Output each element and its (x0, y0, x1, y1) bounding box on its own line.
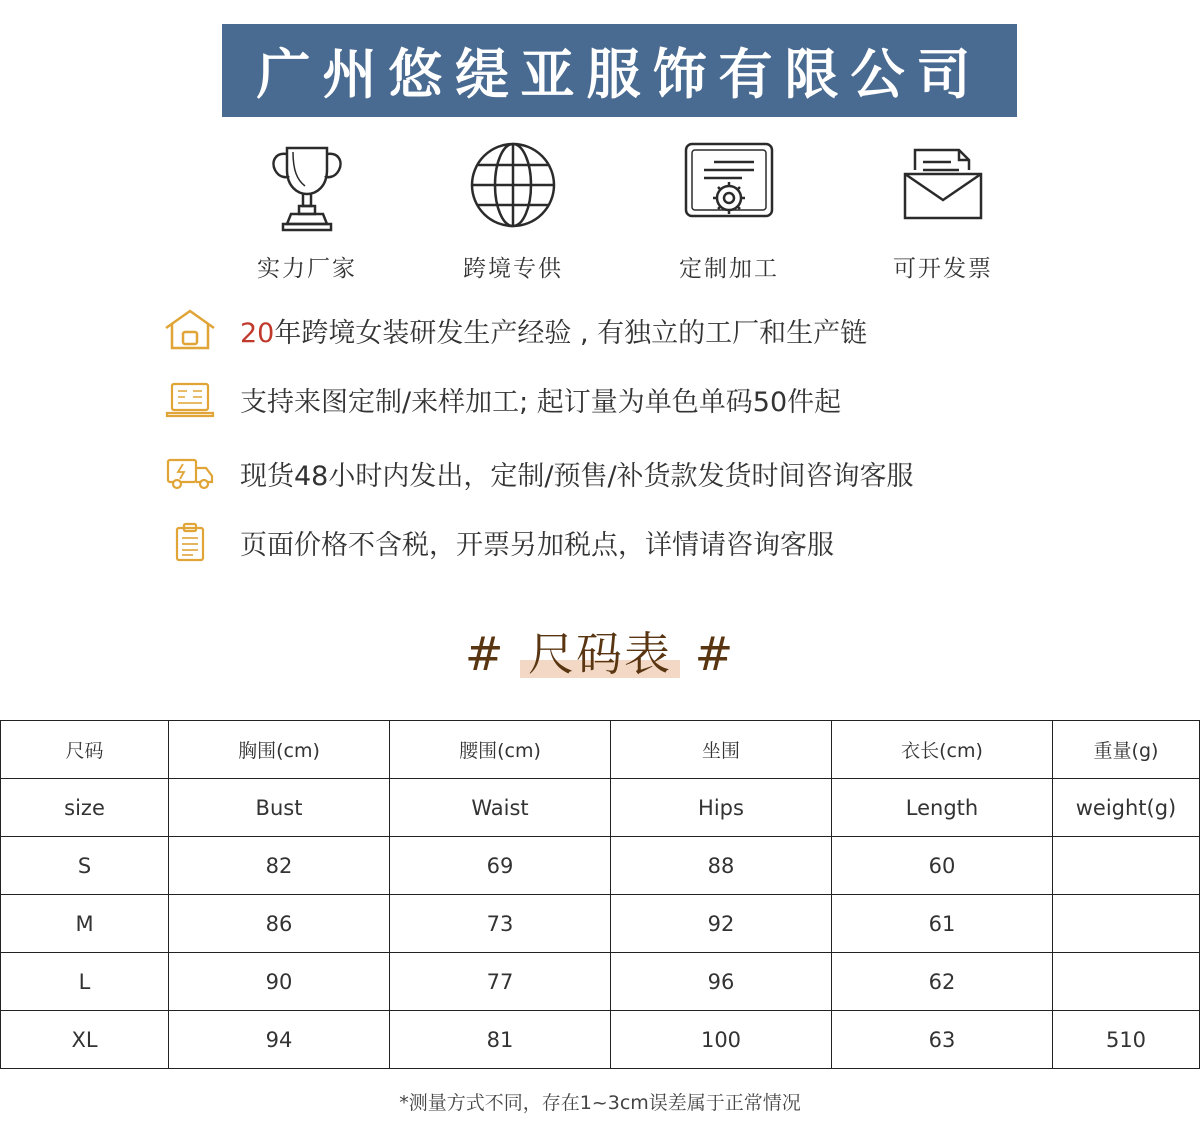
feature-label: 定制加工 (679, 256, 779, 282)
table-row (1, 895, 1200, 953)
trophy-icon (267, 140, 347, 236)
delivery-truck-icon (165, 456, 215, 492)
table-cell: 73 (390, 895, 611, 953)
title-hash-right: # (694, 627, 736, 681)
measurement-note: *测量方式不同，存在1~3cm误差属于正常情况 (399, 1092, 801, 1114)
table-cell: 90 (169, 953, 390, 1011)
table-cell: S (1, 837, 169, 895)
size-table (0, 720, 1200, 1069)
table-cell: 77 (390, 953, 611, 1011)
size-chart-heading: 尺码表 (522, 618, 678, 684)
table-cell (1053, 895, 1200, 953)
header-cell: 腰围(cm) (390, 721, 611, 779)
table-cell: 63 (832, 1011, 1053, 1069)
table-row (1, 953, 1200, 1011)
header-cell: 尺码 (1, 721, 169, 779)
globe-icon (468, 140, 558, 230)
header-cell: 坐围 (611, 721, 832, 779)
table-row (1, 837, 1200, 895)
years-highlight: 20 (240, 317, 275, 349)
header-cell: Waist (390, 779, 611, 837)
feature-factory (222, 140, 392, 283)
table-cell: XL (1, 1011, 169, 1069)
table-cell: 100 (611, 1011, 832, 1069)
bullet-text: 支持来图定制/来样加工; 起订量为单色单码50件起 (240, 387, 842, 418)
table-cell: 88 (611, 837, 832, 895)
table-cell: 60 (832, 837, 1053, 895)
list-item (160, 380, 841, 419)
table-cell: 61 (832, 895, 1053, 953)
table-row (1, 1011, 1200, 1069)
table-cell: 92 (611, 895, 832, 953)
header-cell: 衣长(cm) (832, 721, 1053, 779)
table-cell: 82 (169, 837, 390, 895)
table-cell: 81 (390, 1011, 611, 1069)
header-cell: Bust (169, 779, 390, 837)
list-item (160, 308, 867, 352)
header-row-en (1, 779, 1200, 837)
feature-label: 实力厂家 (257, 256, 357, 282)
table-cell: 62 (832, 953, 1053, 1011)
table-cell: 96 (611, 953, 832, 1011)
company-banner (222, 24, 1017, 117)
laptop-icon (165, 381, 215, 419)
size-chart-title (0, 618, 1200, 684)
header-cell: weight(g) (1053, 779, 1200, 837)
clipboard-icon (173, 522, 207, 562)
header-row-cn (1, 721, 1200, 779)
table-cell: M (1, 895, 169, 953)
list-item (160, 522, 834, 562)
feature-crossborder (428, 140, 598, 283)
bullet-text: 现货48小时内发出，定制/预售/补货款发货时间咨询客服 (240, 461, 914, 492)
table-cell: 86 (169, 895, 390, 953)
table-cell: 94 (169, 1011, 390, 1069)
table-cell (1053, 953, 1200, 1011)
header-cell: 胸围(cm) (169, 721, 390, 779)
header-cell: Length (832, 779, 1053, 837)
bullet-text: 年跨境女装研发生产经验 , 有独立的工厂和生产链 (274, 317, 868, 349)
table-cell (1053, 837, 1200, 895)
table-cell: 69 (390, 837, 611, 895)
table-cell: L (1, 953, 169, 1011)
header-cell: 重量(g) (1053, 721, 1200, 779)
feature-invoice (858, 140, 1028, 283)
bullet-text: 页面价格不含税，开票另加税点，详情请咨询客服 (240, 529, 834, 561)
feature-custom (644, 140, 814, 283)
list-item (160, 454, 914, 493)
feature-label: 跨境专供 (463, 256, 563, 282)
header-cell: size (1, 779, 169, 837)
home-icon (163, 308, 217, 352)
feature-label: 可开发票 (893, 256, 993, 282)
title-hash-left: # (464, 627, 506, 681)
header-cell: Hips (611, 779, 832, 837)
envelope-icon (901, 140, 985, 224)
company-name: 广州悠缇亚服饰有限公司 (256, 43, 983, 106)
certificate-gear-icon (682, 140, 776, 224)
table-cell: 510 (1053, 1011, 1200, 1069)
